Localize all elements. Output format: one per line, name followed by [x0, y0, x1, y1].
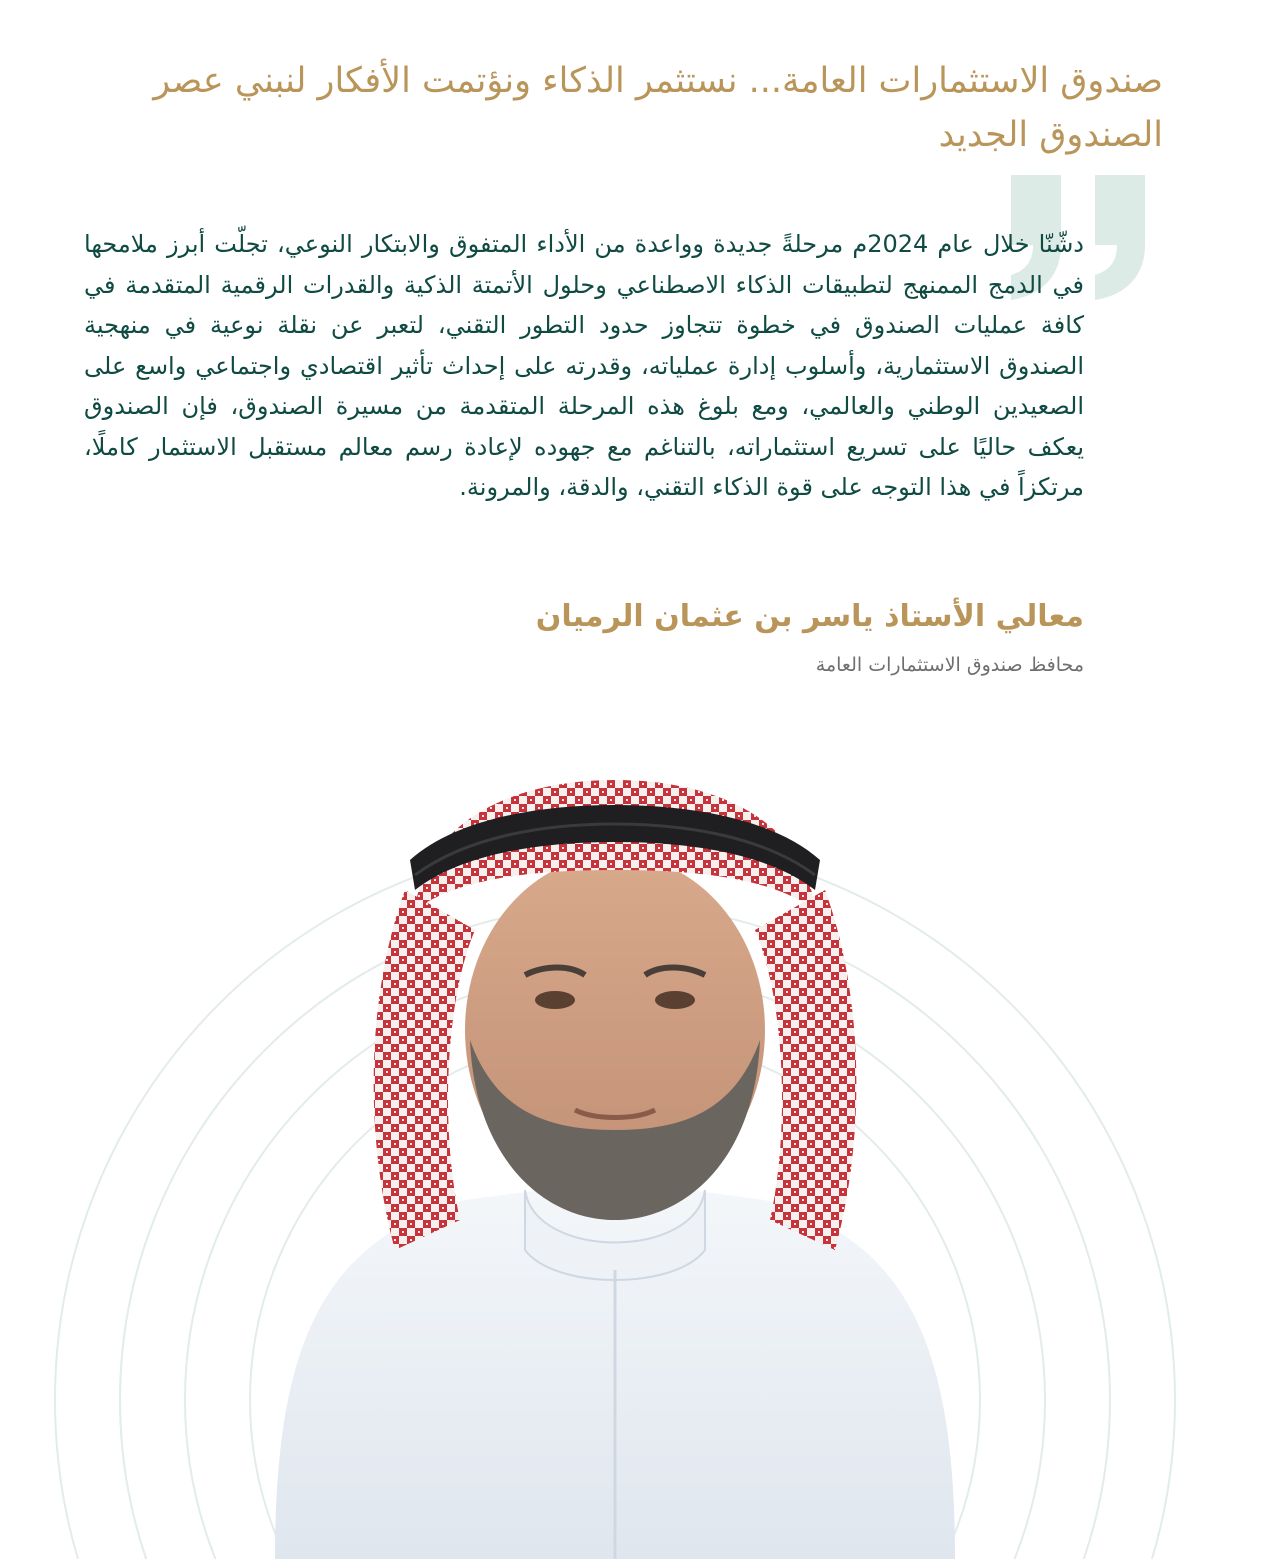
quote-text: دشّنّا خلال عام 2024م مرحلةً جديدة وواعدة من الأداء المتفوق والابتكار النوعي، تجلّت أبرز ملامحها في الدمج الممنهج لتطبيقات الذكاء الاصطناعي وحلول الأتمتة الذكية والقدرات الرقمية المتقدمة في كافة عمليات الصندوق في خطوة تتجاوز حدود التطور التقني، لتعبر عن نقلة نوعية في منهجية الصندوق الاستثمارية، وأسلوب إدارة عملياته، وقدرته على إحداث تأثير اقتصادي واجتماعي واسع على الصعيدين الوطني والعالمي، ومع بلوغ هذه المرحلة المتقدمة من مسيرة الصندوق، فإن الصندوق يعكف حاليًا على تسريع استثماراته، بالتناغم مع جهوده لإعادة رسم معالم مستقبل الاستثمار كاملًا، مرتكزاً في هذا التوجه على قوة الذكاء التقني، والدقة، والمرونة. — [84, 230, 1084, 501]
eye-right — [655, 991, 695, 1009]
shemagh-drape-right — [755, 890, 856, 1250]
portrait-photo — [255, 780, 975, 1559]
signatory-title: محافظ صندوق الاستثمارات العامة — [815, 654, 1084, 676]
page-headline: صندوق الاستثمارات العامة... نستثمر الذكاء ونؤتمت الأفكار لنبني عصر الصندوق الجديد — [153, 61, 1163, 155]
shemagh-drape — [374, 890, 475, 1250]
eye-left — [535, 991, 575, 1009]
signatory-name: معالي الأستاذ ياسر بن عثمان الرميان — [535, 599, 1084, 634]
quote-mark-right — [1095, 175, 1145, 300]
